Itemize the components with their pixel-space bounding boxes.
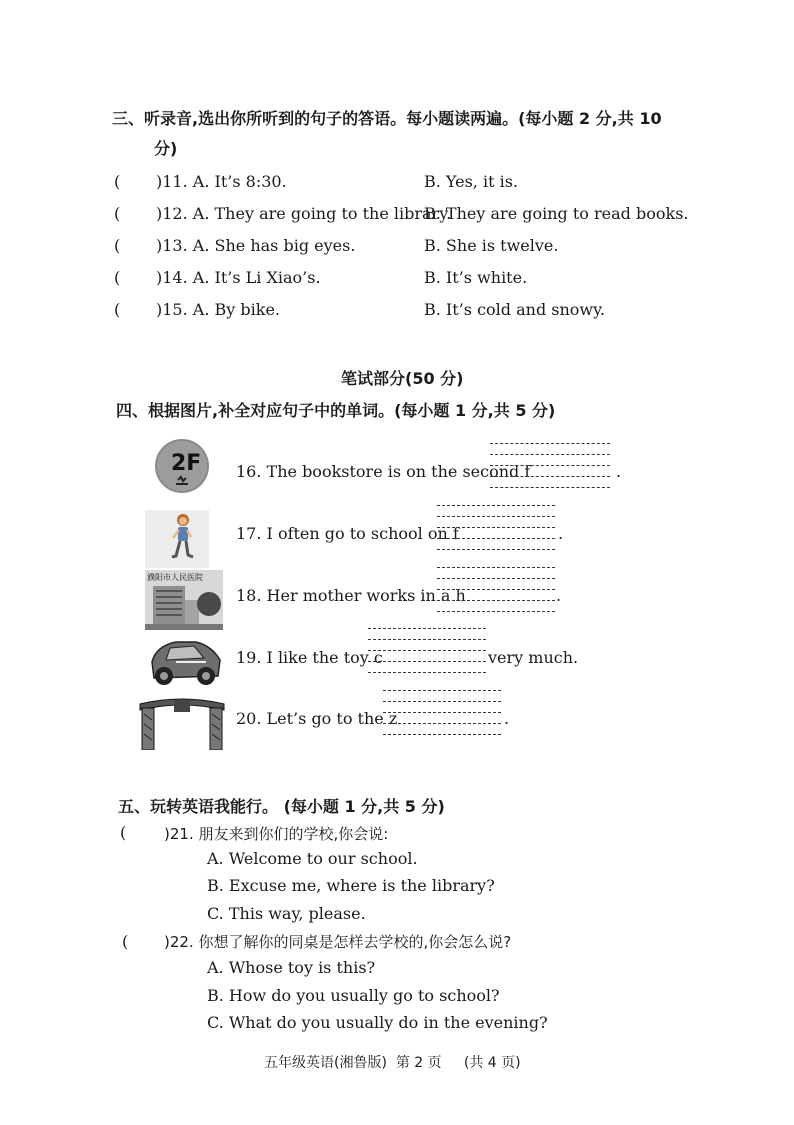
q16-end: . bbox=[616, 462, 622, 481]
q14-option-b: B. It’s white. bbox=[424, 268, 528, 287]
q16-sentence: 16. The bookstore is on the second f bbox=[236, 462, 531, 481]
answer-paren[interactable]: ( bbox=[114, 204, 121, 223]
toy-car-picture bbox=[146, 632, 224, 690]
walking-boy-picture bbox=[145, 510, 209, 568]
answer-paren[interactable]: ( bbox=[120, 823, 127, 842]
q20-end: . bbox=[504, 709, 510, 728]
q11-option-a: )11. A. It’s 8:30. bbox=[156, 172, 287, 191]
q12-option-b: B. They are going to read books. bbox=[424, 204, 689, 223]
hospital-sign-text: 濮阳市人民医院 bbox=[147, 573, 203, 582]
q16-answer-box[interactable] bbox=[490, 443, 610, 488]
section4-title: 四、根据图片,补全对应句子中的单词。(每小题 1 分,共 5 分) bbox=[116, 401, 556, 420]
q21-option-c: C. This way, please. bbox=[207, 904, 366, 923]
written-part-title: 笔试部分(50 分) bbox=[341, 369, 464, 388]
section3-title-line2: 分) bbox=[154, 139, 178, 158]
hospital-picture bbox=[145, 570, 223, 630]
q21-stem: )21. 朋友来到你们的学校,你会说: bbox=[164, 825, 389, 843]
floor-icon-label: 2F bbox=[171, 451, 202, 476]
q21-option-b: B. Excuse me, where is the library? bbox=[207, 876, 495, 895]
page-footer: 五年级英语(湘鲁版) 第 2 页 (共 4 页) bbox=[264, 1055, 521, 1071]
answer-paren[interactable]: ( bbox=[122, 932, 129, 951]
q19-answer-box[interactable] bbox=[368, 628, 486, 673]
q22-stem: )22. 你想了解你的同桌是怎样去学校的,你会怎么说? bbox=[164, 933, 512, 951]
q11-option-b: B. Yes, it is. bbox=[424, 172, 518, 191]
section3-title-line1: 三、听录音,选出你所听到的句子的答语。每小题读两遍。(每小题 2 分,共 10 bbox=[112, 109, 662, 128]
q17-end: . bbox=[558, 524, 564, 543]
q12-option-a: )12. A. They are going to the library. bbox=[156, 204, 452, 223]
q19-end: very much. bbox=[488, 648, 579, 667]
q20-answer-box[interactable] bbox=[383, 690, 501, 735]
q20-sentence: 20. Let’s go to the z bbox=[236, 709, 398, 728]
q14-option-a: )14. A. It’s Li Xiao’s. bbox=[156, 268, 321, 287]
answer-paren[interactable]: ( bbox=[114, 300, 121, 319]
q13-option-b: B. She is twelve. bbox=[424, 236, 559, 255]
q19-sentence: 19. I like the toy c bbox=[236, 648, 383, 667]
q17-sentence: 17. I often go to school on f bbox=[236, 524, 459, 543]
floor-sign-picture bbox=[154, 438, 210, 494]
q21-option-a: A. Welcome to our school. bbox=[207, 849, 418, 868]
q22-option-b: B. How do you usually go to school? bbox=[207, 986, 500, 1005]
answer-paren[interactable]: ( bbox=[114, 268, 121, 287]
q17-answer-box[interactable] bbox=[437, 505, 555, 550]
q22-option-a: A. Whose toy is this? bbox=[207, 958, 376, 977]
answer-paren[interactable]: ( bbox=[114, 236, 121, 255]
section5-title: 五、玩转英语我能行。 (每小题 1 分,共 5 分) bbox=[118, 797, 445, 816]
answer-paren[interactable]: ( bbox=[114, 172, 121, 191]
q18-sentence: 18. Her mother works in a h bbox=[236, 586, 466, 605]
q15-option-a: )15. A. By bike. bbox=[156, 300, 280, 319]
q13-option-a: )13. A. She has big eyes. bbox=[156, 236, 356, 255]
q15-option-b: B. It’s cold and snowy. bbox=[424, 300, 606, 319]
q18-answer-box[interactable] bbox=[437, 567, 555, 612]
q22-option-c: C. What do you usually do in the evening? bbox=[207, 1013, 548, 1032]
q18-end: . bbox=[556, 586, 562, 605]
zoo-gate-picture bbox=[136, 694, 228, 750]
